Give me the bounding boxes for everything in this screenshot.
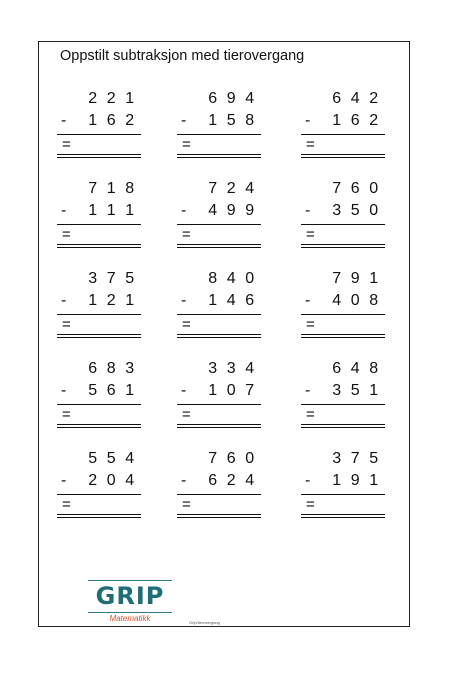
- answer-row: [57, 136, 141, 154]
- minuend-row: [301, 360, 385, 382]
- minuend-digits: [328, 90, 384, 108]
- sum-line: [301, 314, 385, 315]
- minuend-digit: 3: [332, 450, 342, 467]
- subtrahend-digit: 6: [208, 472, 218, 489]
- double-underline: [301, 154, 385, 158]
- minuend-row: [301, 180, 385, 202]
- subtrahend-digits: [204, 292, 260, 310]
- minus-sign: -: [305, 292, 311, 309]
- subtrahend-row: [301, 112, 385, 134]
- answer-row: [57, 226, 141, 244]
- worksheet-title: Oppstilt subtraksjon med tierovergang: [60, 48, 305, 64]
- subtrahend-digit: 2: [106, 292, 116, 309]
- subtrahend-digit: 2: [226, 472, 236, 489]
- equals-sign: =: [62, 226, 71, 243]
- minuend-digit: 8: [208, 270, 218, 287]
- minus-sign: -: [305, 382, 311, 399]
- subtrahend-digits: [328, 202, 384, 220]
- minuend-digit: 8: [369, 360, 379, 377]
- minuend-row: [177, 180, 261, 202]
- subtrahend-digit: 1: [208, 112, 218, 129]
- minuend-digit: 1: [106, 180, 116, 197]
- subtrahend-digit: 4: [125, 472, 135, 489]
- subtrahend-digit: 1: [88, 112, 98, 129]
- minuend-digit: 5: [106, 450, 116, 467]
- subtraction-problem: [177, 360, 261, 430]
- sum-line: [57, 404, 141, 405]
- subtrahend-row: [301, 472, 385, 494]
- subtraction-problem: [57, 270, 141, 340]
- minuend-digit: 0: [245, 450, 255, 467]
- subtrahend-digits: [204, 202, 260, 220]
- subtrahend-row: [301, 202, 385, 224]
- minuend-digit: 8: [106, 360, 116, 377]
- subtrahend-row: [177, 112, 261, 134]
- sum-line: [301, 404, 385, 405]
- subtraction-problem: [177, 450, 261, 520]
- subtrahend-digit: 9: [350, 472, 360, 489]
- double-underline: [301, 424, 385, 428]
- minus-sign: -: [61, 292, 67, 309]
- minuend-digits: [204, 270, 260, 288]
- answer-row: [177, 136, 261, 154]
- double-underline: [57, 334, 141, 338]
- answer-row: [301, 406, 385, 424]
- minuend-digit: 2: [106, 90, 116, 107]
- double-underline: [301, 514, 385, 518]
- minuend-digits: [204, 450, 260, 468]
- subtraction-problem: [57, 450, 141, 520]
- minuend-row: [57, 90, 141, 112]
- minuend-row: [57, 180, 141, 202]
- equals-sign: =: [62, 136, 71, 153]
- subtrahend-digit: 0: [369, 202, 379, 219]
- subtrahend-digit: 4: [208, 202, 218, 219]
- subtrahend-digit: 1: [369, 472, 379, 489]
- minuend-digit: 3: [208, 360, 218, 377]
- minuend-digit: 4: [125, 450, 135, 467]
- minuend-digits: [84, 180, 140, 198]
- subtrahend-row: [177, 202, 261, 224]
- subtrahend-digit: 2: [369, 112, 379, 129]
- minuend-row: [177, 450, 261, 472]
- minuend-digit: 0: [369, 180, 379, 197]
- equals-sign: =: [306, 496, 315, 513]
- double-underline: [301, 244, 385, 248]
- minuend-digit: 4: [226, 270, 236, 287]
- sum-line: [57, 494, 141, 495]
- minuend-digits: [84, 270, 140, 288]
- double-underline: [177, 244, 261, 248]
- minuend-digit: 2: [369, 90, 379, 107]
- sum-line: [301, 134, 385, 135]
- minuend-digit: 4: [245, 90, 255, 107]
- equals-sign: =: [182, 316, 191, 333]
- subtrahend-digit: 6: [350, 112, 360, 129]
- minuend-digit: 7: [208, 180, 218, 197]
- subtraction-problem: [57, 180, 141, 250]
- subtraction-problem: [301, 90, 385, 160]
- sum-line: [177, 134, 261, 135]
- subtrahend-digit: 2: [88, 472, 98, 489]
- double-underline: [177, 514, 261, 518]
- subtrahend-digit: 1: [125, 202, 135, 219]
- equals-sign: =: [62, 316, 71, 333]
- subtrahend-digit: 1: [369, 382, 379, 399]
- subtrahend-digit: 4: [332, 292, 342, 309]
- double-underline: [177, 334, 261, 338]
- equals-sign: =: [62, 496, 71, 513]
- minuend-digits: [328, 360, 384, 378]
- minuend-digit: 3: [226, 360, 236, 377]
- minuend-digit: 7: [88, 180, 98, 197]
- answer-row: [177, 406, 261, 424]
- double-underline: [57, 514, 141, 518]
- minuend-digits: [328, 270, 384, 288]
- subtraction-problem: [301, 180, 385, 250]
- minuend-digit: 6: [226, 450, 236, 467]
- minus-sign: -: [181, 112, 187, 129]
- sum-line: [57, 314, 141, 315]
- equals-sign: =: [182, 496, 191, 513]
- subtraction-problem: [177, 180, 261, 250]
- subtrahend-digit: 9: [245, 202, 255, 219]
- subtrahend-digit: 3: [332, 382, 342, 399]
- subtrahend-digit: 7: [245, 382, 255, 399]
- minus-sign: -: [61, 472, 67, 489]
- double-underline: [57, 154, 141, 158]
- minuend-digit: 6: [350, 180, 360, 197]
- minus-sign: -: [305, 472, 311, 489]
- logo-subtitle: Matematikk: [109, 614, 151, 623]
- subtrahend-digit: 3: [332, 202, 342, 219]
- subtrahend-digit: 5: [226, 112, 236, 129]
- minus-sign: -: [181, 382, 187, 399]
- minuend-digit: 7: [332, 180, 342, 197]
- minuend-digit: 6: [332, 90, 342, 107]
- subtrahend-digits: [204, 112, 260, 130]
- minuend-digit: 2: [226, 180, 236, 197]
- minuend-digit: 4: [350, 90, 360, 107]
- minus-sign: -: [181, 292, 187, 309]
- subtrahend-row: [177, 472, 261, 494]
- double-underline: [301, 334, 385, 338]
- subtrahend-digits: [328, 112, 384, 130]
- minuend-row: [177, 270, 261, 292]
- minuend-digit: 1: [125, 90, 135, 107]
- subtrahend-row: [177, 382, 261, 404]
- minuend-digit: 7: [332, 270, 342, 287]
- subtraction-problem: [57, 360, 141, 430]
- minuend-digit: 1: [369, 270, 379, 287]
- sum-line: [301, 494, 385, 495]
- minuend-digits: [204, 90, 260, 108]
- minuend-digit: 8: [125, 180, 135, 197]
- answer-row: [177, 316, 261, 334]
- subtrahend-digit: 1: [208, 292, 218, 309]
- minus-sign: -: [181, 472, 187, 489]
- minuend-digit: 3: [125, 360, 135, 377]
- double-underline: [57, 424, 141, 428]
- subtrahend-row: [57, 382, 141, 404]
- logo-wordmark: GRIP: [95, 582, 165, 610]
- double-underline: [57, 244, 141, 248]
- minuend-digit: 3: [88, 270, 98, 287]
- subtrahend-digit: 1: [332, 472, 342, 489]
- sum-line: [177, 314, 261, 315]
- minus-sign: -: [305, 112, 311, 129]
- minuend-digits: [84, 450, 140, 468]
- subtrahend-digit: 6: [106, 112, 116, 129]
- subtraction-problem: [177, 90, 261, 160]
- subtrahend-digit: 4: [226, 292, 236, 309]
- minuend-digit: 6: [332, 360, 342, 377]
- minuend-digit: 9: [350, 270, 360, 287]
- minuend-digit: 5: [88, 450, 98, 467]
- subtrahend-digit: 9: [226, 202, 236, 219]
- subtraction-problem: [301, 270, 385, 340]
- minuend-digits: [84, 360, 140, 378]
- subtraction-problem: [57, 90, 141, 160]
- subtrahend-digit: 5: [350, 202, 360, 219]
- minuend-digits: [328, 450, 384, 468]
- subtrahend-digit: 5: [88, 382, 98, 399]
- subtrahend-digit: 6: [245, 292, 255, 309]
- equals-sign: =: [182, 226, 191, 243]
- minuend-row: [301, 90, 385, 112]
- answer-row: [57, 496, 141, 514]
- subtrahend-digits: [328, 382, 384, 400]
- subtrahend-digits: [328, 472, 384, 490]
- equals-sign: =: [306, 406, 315, 423]
- subtrahend-row: [301, 382, 385, 404]
- minuend-row: [57, 450, 141, 472]
- sum-line: [177, 224, 261, 225]
- sum-line: [177, 494, 261, 495]
- subtrahend-digit: 1: [88, 202, 98, 219]
- minuend-digit: 7: [106, 270, 116, 287]
- minus-sign: -: [305, 202, 311, 219]
- subtrahend-digits: [204, 382, 260, 400]
- answer-row: [57, 406, 141, 424]
- minuend-digit: 7: [208, 450, 218, 467]
- subtrahend-digit: 1: [332, 112, 342, 129]
- logo-top-rule: [88, 580, 172, 581]
- subtrahend-digit: 1: [125, 292, 135, 309]
- subtrahend-digit: 8: [369, 292, 379, 309]
- double-underline: [177, 424, 261, 428]
- minuend-digit: 5: [125, 270, 135, 287]
- minuend-digit: 4: [350, 360, 360, 377]
- subtrahend-digits: [84, 292, 140, 310]
- minus-sign: -: [61, 202, 67, 219]
- subtrahend-digits: [204, 472, 260, 490]
- minuend-digit: 4: [245, 180, 255, 197]
- sum-line: [57, 134, 141, 135]
- answer-row: [301, 136, 385, 154]
- subtrahend-digit: 0: [106, 472, 116, 489]
- worksheet-page: [38, 41, 410, 627]
- minuend-row: [57, 270, 141, 292]
- answer-row: [301, 496, 385, 514]
- answer-row: [301, 226, 385, 244]
- minuend-row: [301, 270, 385, 292]
- equals-sign: =: [182, 406, 191, 423]
- minuend-digit: 0: [245, 270, 255, 287]
- subtrahend-row: [57, 292, 141, 314]
- minuend-digit: 2: [88, 90, 98, 107]
- minuend-digits: [204, 360, 260, 378]
- subtrahend-digit: 6: [106, 382, 116, 399]
- subtrahend-digit: 0: [226, 382, 236, 399]
- answer-row: [57, 316, 141, 334]
- subtraction-problem: [301, 450, 385, 520]
- subtrahend-digit: 4: [245, 472, 255, 489]
- subtrahend-row: [57, 112, 141, 134]
- subtrahend-digit: 8: [245, 112, 255, 129]
- equals-sign: =: [306, 316, 315, 333]
- minus-sign: -: [61, 112, 67, 129]
- subtrahend-digit: 1: [208, 382, 218, 399]
- minuend-digit: 6: [88, 360, 98, 377]
- answer-row: [177, 226, 261, 244]
- minuend-digit: 4: [245, 360, 255, 377]
- subtraction-problem: [177, 270, 261, 340]
- subtrahend-digits: [84, 382, 140, 400]
- minus-sign: -: [61, 382, 67, 399]
- minuend-digits: [328, 180, 384, 198]
- logo-bottom-rule: [88, 612, 172, 613]
- subtrahend-digits: [84, 472, 140, 490]
- subtrahend-digit: 2: [125, 112, 135, 129]
- equals-sign: =: [306, 226, 315, 243]
- sum-line: [57, 224, 141, 225]
- subtrahend-digit: 1: [106, 202, 116, 219]
- subtrahend-digit: 5: [350, 382, 360, 399]
- subtrahend-digit: 0: [350, 292, 360, 309]
- equals-sign: =: [62, 406, 71, 423]
- minuend-row: [57, 360, 141, 382]
- equals-sign: =: [182, 136, 191, 153]
- minuend-digit: 9: [226, 90, 236, 107]
- minus-sign: -: [181, 202, 187, 219]
- minuend-digit: 7: [350, 450, 360, 467]
- answer-row: [301, 316, 385, 334]
- subtrahend-digit: 1: [125, 382, 135, 399]
- sum-line: [177, 404, 261, 405]
- minuend-row: [177, 360, 261, 382]
- subtrahend-digit: 1: [88, 292, 98, 309]
- subtrahend-digits: [84, 202, 140, 220]
- subtrahend-row: [177, 292, 261, 314]
- minuend-row: [301, 450, 385, 472]
- subtrahend-digits: [328, 292, 384, 310]
- minuend-digit: 6: [208, 90, 218, 107]
- equals-sign: =: [306, 136, 315, 153]
- sum-line: [301, 224, 385, 225]
- minuend-digits: [84, 90, 140, 108]
- answer-row: [177, 496, 261, 514]
- subtrahend-row: [301, 292, 385, 314]
- minuend-row: [177, 90, 261, 112]
- subtrahend-digits: [84, 112, 140, 130]
- subtrahend-row: [57, 472, 141, 494]
- subtraction-problem: [301, 360, 385, 430]
- subtrahend-row: [57, 202, 141, 224]
- minuend-digit: 5: [369, 450, 379, 467]
- double-underline: [177, 154, 261, 158]
- minuend-digits: [204, 180, 260, 198]
- footer-text: Grip/tierovergang: [189, 620, 220, 625]
